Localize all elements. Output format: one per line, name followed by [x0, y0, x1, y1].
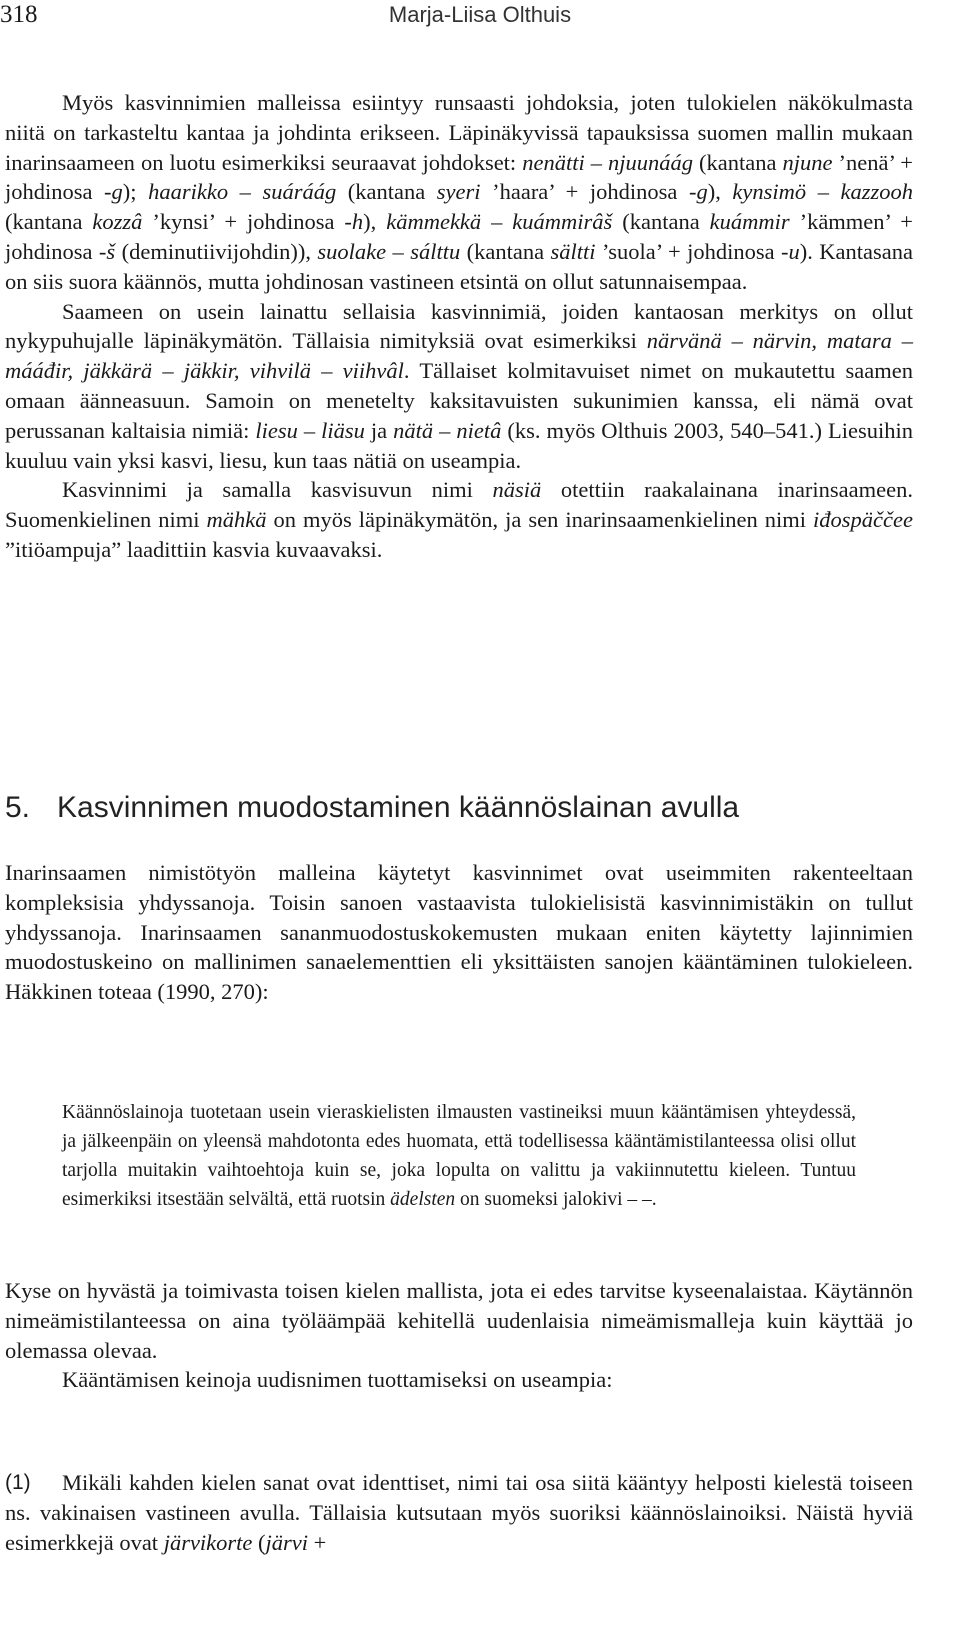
text-run: (ks. myös Olthuis 2003, 540–541.) Liesuihin kuuluu vain yksi kasvi, liesu, kun taas nätiä on useampia. — [5, 417, 913, 473]
list-marker: (1) — [5, 1471, 31, 1494]
italic-text-run: njune — [782, 149, 833, 175]
text-run: Käännöslainoja tuotetaan usein vieraskielisten ilmausten vastineiksi muun kääntämisen yhteydessä, ja jälkeenpäin on yleensä mahdotonta edes huomata, että todellisessa kääntämistilanteessa olisi ollut tarjolla muitakin vaihtoehtoja kuin se, joka lopulta on valittu ja vakiinnutettu kieleen. Tuntuu esimerkiksi itsestään selvältä, että ruotsin — [62, 1102, 856, 1210]
text-run: otettiin raakalainana inarinsaameen. Suomenkielinen nimi — [5, 477, 914, 533]
text-run: Myös kasvinnimien malleissa esiintyy runsaasti johdoksia, joten tulokielen näkökulmasta niitä on tarkasteltu kantaa ja johdinta erikseen. Läpinäkyvissä tapauksissa suomen mallin mukaan inarinsaameen on luotu esimerkiksi seuraavat johdokset: — [5, 90, 913, 175]
text-run: Kääntämisen keinoja uudisnimen tuottamiseksi on useampia: — [62, 1367, 613, 1393]
text-run: ). Kantasana on siis suora käännös, mutta johdinosan vastineen etsintä on ollut satunnaisempaa. — [5, 238, 913, 294]
text-run: (kantana — [5, 209, 93, 235]
italic-text-run: närvänä – närvin, matara – mááđir, jäkkärä – jäkkir, vihvilä – viihvâl — [5, 328, 913, 384]
italic-text-run: kynsimö – kazzooh — [732, 179, 913, 205]
text-run: Kasvinnimi ja samalla kasvisuvun nimi — [62, 477, 493, 503]
text-run: ’haara’ + johdinosa - — [480, 179, 697, 205]
text-run: (kantana — [336, 179, 437, 205]
text-run: ’kämmen’ + johdinosa - — [5, 209, 913, 264]
paragraph — [5, 858, 913, 1007]
italic-text-run: š — [106, 238, 116, 264]
text-run: Inarinsaamen nimistötyön malleina käytetyt kasvinnimet ovat useimmiten rakenteeltaan kompleksisia yhdyssanoja. Toisin sanoen vastaavista tulokielisistä kasvinnimistäkin on tullut yhdyssanoja. Inarinsaamen sananmuodostuskokemusten mukaan eniten käytetty lajinnimien muodostuskeino on mallinimen sanaelementtien eli yksittäisten sanojen kääntäminen tulokieleen. Häkkinen toteaa (1990, 270): — [5, 860, 913, 1005]
section-title: Kasvinnimen muodostaminen käännöslainan avulla — [57, 791, 740, 824]
paragraph — [5, 297, 913, 476]
paragraph — [5, 1365, 913, 1395]
text-run: ja — [364, 417, 394, 443]
text-run: (kantana — [612, 209, 710, 235]
italic-text-run: iđospäččee — [813, 507, 914, 533]
italic-text-run: sältti — [550, 238, 596, 264]
text-run: . Tällaiset kolmitavuiset nimet on mukautettu saamen omaan äänneasuun. Samoin on menetelty kaksitavuisten sukunimien kanssa, eli nämä ovat perussanan kaltaisia nimiä: — [5, 358, 914, 443]
text-run: + — [308, 1529, 327, 1555]
italic-text-run: h — [351, 209, 364, 235]
section-paragraphs — [5, 858, 913, 1007]
list-item-text — [5, 1468, 913, 1557]
text-run: on suomeksi jalokivi – –. — [455, 1189, 657, 1210]
italic-text-run: u — [788, 238, 800, 264]
italic-text-run: kuámmir — [709, 209, 790, 235]
text-run: ”itiöampuja” laadittiin kasvia kuvaavaksi. — [5, 536, 383, 562]
following-paragraphs — [5, 1276, 913, 1395]
italic-text-run: kozzâ — [92, 209, 143, 235]
running-head: Marja-Liisa Olthuis — [388, 2, 572, 27]
text-run: (kantana — [692, 149, 783, 175]
section-number: 5. — [5, 791, 31, 824]
section-heading — [5, 788, 913, 828]
italic-text-run: nätä – nietâ — [393, 417, 502, 443]
italic-text-run: kämmekkä – kuámmirâš — [386, 209, 613, 235]
italic-text-run: ädelsten — [390, 1189, 456, 1210]
italic-text-run: järvikorte — [163, 1529, 253, 1555]
intro-paragraphs — [5, 88, 913, 565]
quote-text — [62, 1098, 856, 1214]
italic-text-run: nenätti – njuunáág — [522, 149, 693, 175]
page-header — [0, 0, 960, 34]
text-run: ( — [252, 1529, 266, 1555]
block-quote — [62, 1098, 856, 1214]
text-run: (kantana — [460, 238, 551, 264]
italic-text-run: järvi — [265, 1529, 309, 1555]
text-run: Saameen on usein lainattu sellaisia kasvinnimiä, joiden kantaosan merkitys on ollut nykypuhujalle läpinäkymätön. Tällaisia nimityksiä ovat esimerkiksi — [5, 298, 913, 354]
italic-text-run: syeri — [436, 179, 481, 205]
text-run: ’kynsi’ + johdinosa - — [142, 209, 352, 235]
page-number: 318 — [0, 1, 38, 28]
italic-text-run: g — [696, 179, 708, 205]
text-run: ’suola’ + johdinosa - — [595, 238, 789, 264]
italic-text-run: näsiä — [492, 477, 542, 503]
italic-text-run: g — [111, 179, 123, 205]
italic-text-run: liesu – liäsu — [255, 417, 365, 443]
paragraph — [5, 475, 913, 564]
italic-text-run: suolake – sálttu — [317, 238, 461, 264]
numbered-list-item — [5, 1468, 913, 1557]
paragraph — [5, 1276, 913, 1365]
text-run: ); — [122, 179, 149, 205]
text-run: Kyse on hyvästä ja toimivasta toisen kielen mallista, jota ei edes tarvitse kyseenalaistaa. Käytännön nimeämistilanteessa on aina työläämpää kehitellä uudenlaisia nimeämismalleja kuin käyttää jo olemassa olevaa. — [5, 1278, 913, 1363]
text-run: ), — [363, 209, 387, 235]
text-run: (deminutiivijohdin)), — [115, 238, 318, 264]
italic-text-run: mähkä — [206, 507, 267, 533]
text-run: ), — [707, 179, 733, 205]
text-run: Mikäli kahden kielen sanat ovat identtiset, nimi tai osa siitä kääntyy helposti kielestä toiseen ns. vakinaisen vastineen avulla. Tällaisia kutsutaan myös suoriksi käännöslainoiksi. Näistä hyviä esimerkkejä ovat — [5, 1470, 913, 1555]
paragraph — [5, 88, 913, 297]
italic-text-run: haarikko – suáráág — [148, 179, 337, 205]
text-run: on myös läpinäkymätön, ja sen inarinsaamenkielinen nimi — [266, 507, 814, 533]
text-run: ’nenä’ + johdinosa - — [5, 149, 913, 205]
